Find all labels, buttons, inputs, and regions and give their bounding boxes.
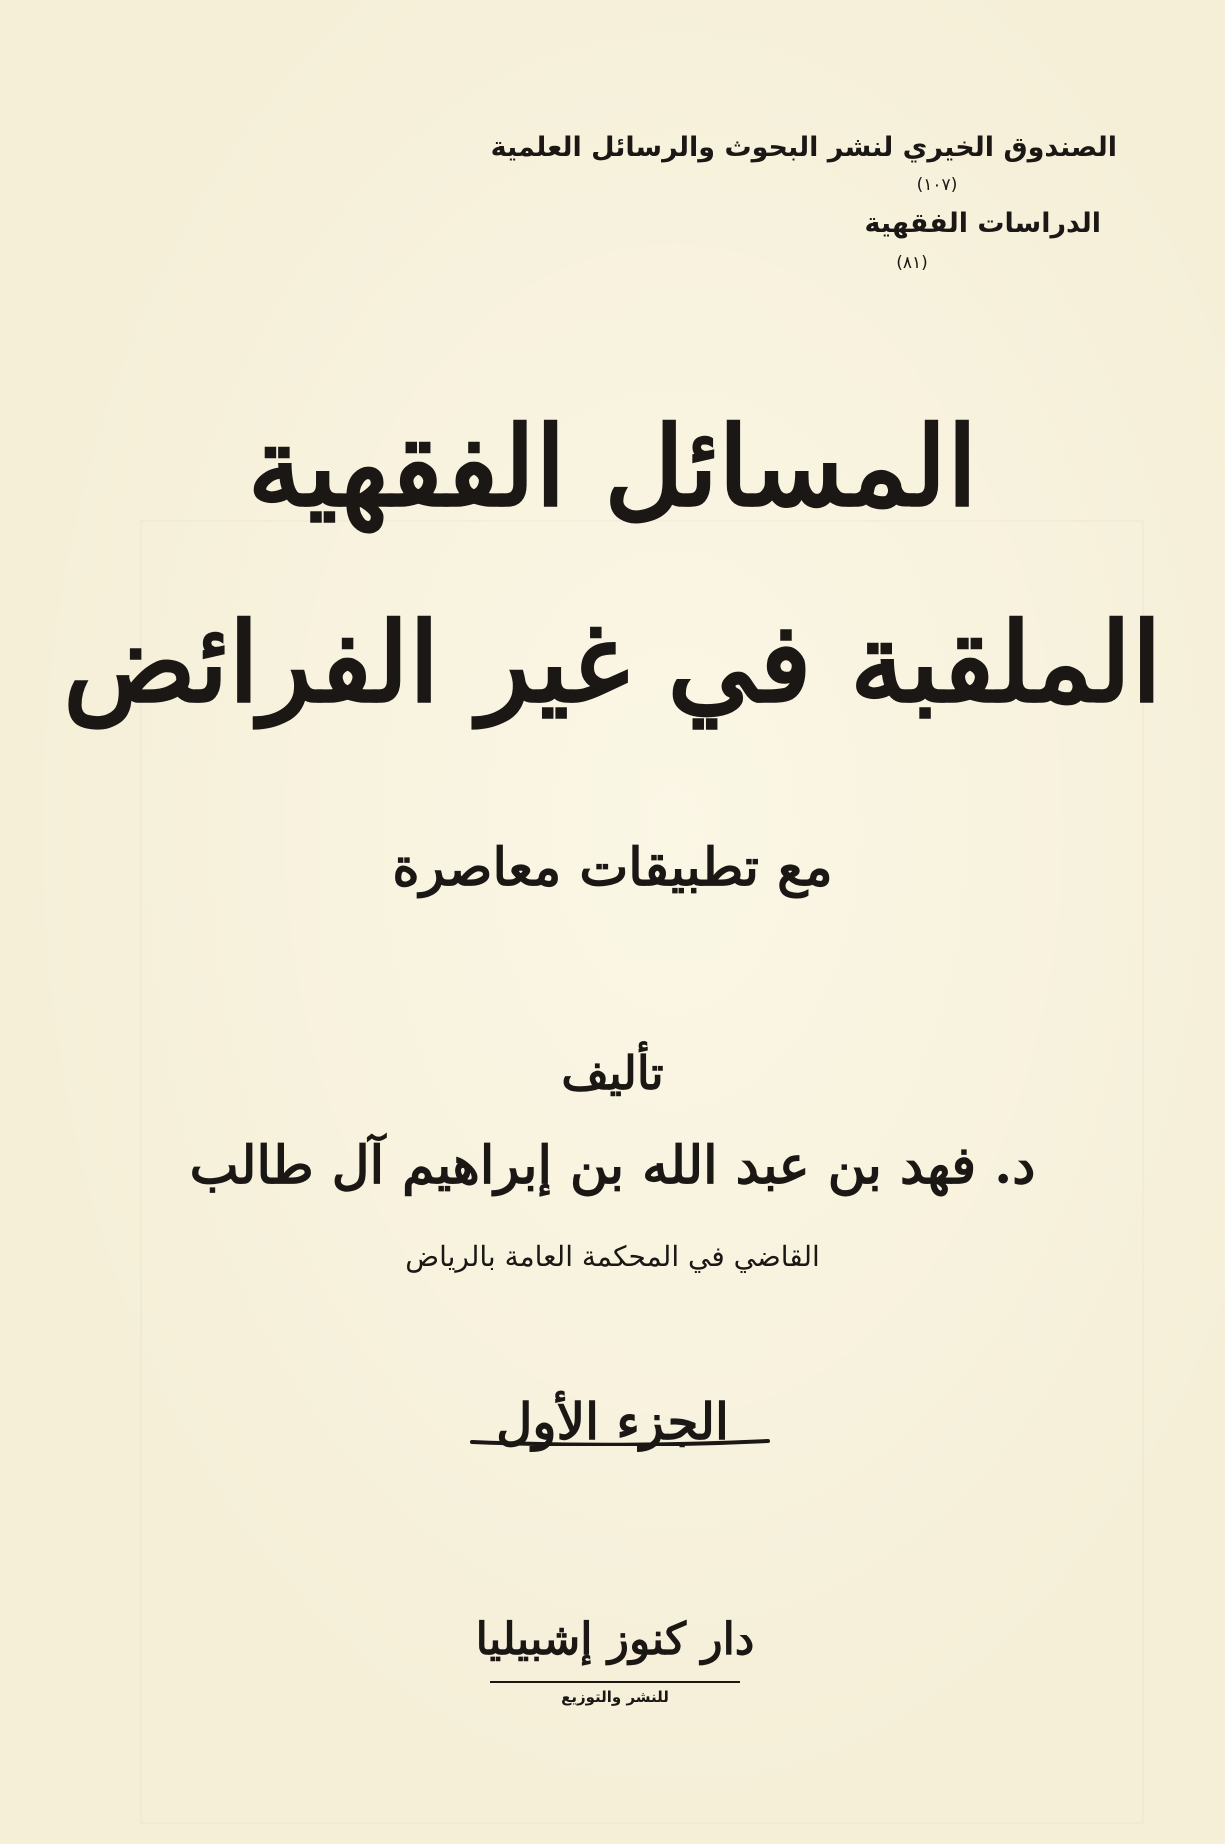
series-block bbox=[490, 128, 1117, 276]
author-role: القاضي في المحكمة العامة بالرياض bbox=[405, 1240, 820, 1273]
author-name: د. فهد بن عبد الله بن إبراهيم آل طالب bbox=[189, 1135, 1036, 1196]
volume-underline bbox=[470, 1438, 770, 1446]
book-title-line-2: الملقبة في غير الفرائض bbox=[63, 598, 1162, 727]
fund-name: الصندوق الخيري لنشر البحوث والرسائل العلمية bbox=[490, 132, 1117, 163]
volume-label: الجزء الأول bbox=[496, 1392, 729, 1451]
publisher-tagline: للنشر والتوزيع bbox=[561, 1688, 669, 1706]
publisher-name: دار كنوز إشبيليا bbox=[475, 1614, 755, 1665]
series-number: (٨١) bbox=[896, 253, 928, 273]
series-name: الدراسات الفقهية bbox=[864, 208, 1101, 239]
book-subtitle: مع تطبيقات معاصرة bbox=[392, 837, 833, 898]
fund-number: (١٠٧) bbox=[916, 175, 958, 195]
book-title-line-1: المسائل الفقهية bbox=[247, 402, 978, 531]
author-label: تأليف bbox=[561, 1046, 664, 1100]
